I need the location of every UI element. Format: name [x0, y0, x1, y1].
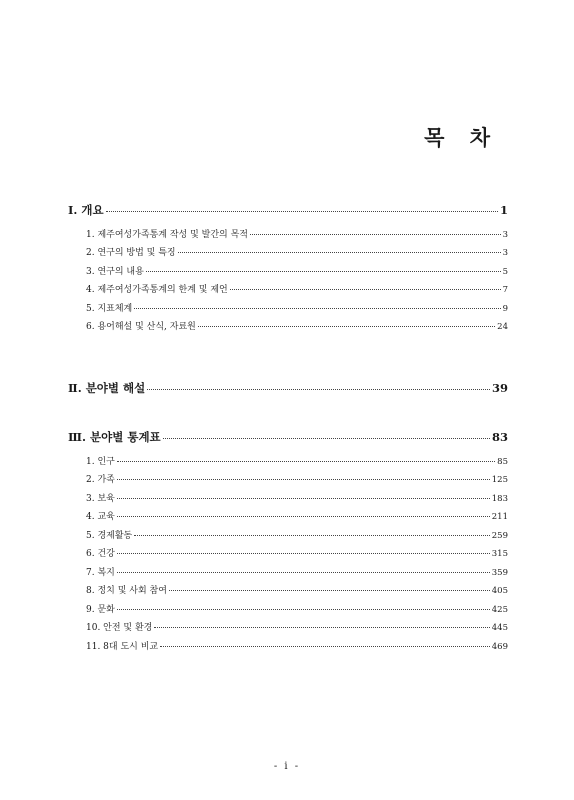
leader-dots	[169, 590, 490, 591]
toc-page-number: 9	[502, 303, 508, 314]
toc-entry-sub[interactable]	[68, 606, 508, 625]
toc-entry-sub[interactable]	[68, 495, 508, 514]
leader-dots	[198, 326, 495, 327]
toc-entry-label: 1. 제주여성가족통계 작성 및 발간의 목적	[86, 229, 248, 240]
toc-page-number: 259	[491, 530, 508, 541]
toc-page-number: 125	[491, 475, 508, 485]
leader-dots	[117, 609, 490, 610]
page-number-footer: - i -	[273, 761, 301, 772]
toc-entry-sub[interactable]	[68, 305, 508, 324]
toc-entry-label: 2. 가족	[86, 475, 115, 485]
toc-entry-label: 2. 연구의 방법 및 특징	[86, 248, 176, 258]
toc-entry-label: 8. 정치 및 사회 참여	[86, 586, 167, 596]
toc-page-number: 315	[491, 549, 508, 559]
leader-dots	[117, 498, 490, 499]
toc-page-number: 425	[491, 604, 508, 615]
toc-page-number: 211	[491, 512, 508, 522]
toc-page-number: 83	[491, 430, 508, 444]
toc-page-number: 3	[502, 248, 508, 258]
leader-dots	[106, 211, 498, 212]
leader-dots	[250, 234, 501, 235]
toc-entry-label: 9. 문화	[86, 604, 115, 615]
toc-entry-sub[interactable]	[68, 231, 508, 250]
toc-entry-sub[interactable]	[68, 550, 508, 569]
toc-entry-main[interactable]	[68, 383, 508, 395]
toc-entry-label: 5. 경제활동	[86, 530, 133, 541]
toc-entry-sub[interactable]	[68, 643, 508, 662]
toc-entry-sub[interactable]	[68, 569, 508, 588]
leader-dots	[154, 627, 489, 628]
toc-page-number: 405	[491, 586, 508, 596]
toc-entry-sub[interactable]	[68, 587, 508, 606]
toc-entry-sub[interactable]	[68, 476, 508, 495]
leader-dots	[146, 271, 501, 272]
leader-dots	[134, 535, 490, 536]
toc-entry-sub[interactable]	[68, 532, 508, 551]
leader-dots	[163, 438, 490, 439]
toc-entry-label: Ⅱ. 분야별 해설	[68, 381, 146, 395]
toc-page-number: 1	[499, 203, 508, 217]
toc-section-analysis	[68, 383, 508, 395]
toc-entry-sub[interactable]	[68, 513, 508, 532]
toc-page-number: 183	[491, 493, 508, 504]
leader-dots	[117, 516, 490, 517]
toc-entry-main[interactable]	[68, 432, 508, 444]
leader-dots	[147, 389, 490, 390]
toc-entry-sub[interactable]	[68, 458, 508, 477]
toc-entry-label: Ⅰ. 개요	[68, 203, 104, 217]
leader-dots	[117, 553, 490, 554]
toc-entry-sub[interactable]	[68, 286, 508, 305]
toc-page-number: 24	[497, 322, 508, 332]
toc-page-number: 469	[491, 641, 508, 652]
toc-page-number: 5	[502, 266, 508, 277]
toc-page-number: 445	[491, 623, 508, 633]
toc-entry-sub[interactable]	[68, 249, 508, 268]
leader-dots	[117, 461, 495, 462]
leader-dots	[160, 646, 490, 647]
toc-entry-label: 4. 제주여성가족통계의 한계 및 제언	[86, 285, 228, 295]
leader-dots	[134, 308, 500, 309]
toc-entry-main[interactable]	[68, 205, 508, 217]
leader-dots	[230, 289, 501, 290]
toc-entry-label: 11. 8대 도시 비교	[86, 641, 159, 652]
toc-section-overview	[68, 205, 508, 342]
toc-entry-label: 6. 용어해설 및 산식, 자료원	[86, 322, 196, 332]
page-title: 목 차	[424, 125, 499, 150]
leader-dots	[117, 479, 490, 480]
toc-entry-label: 7. 복지	[86, 567, 115, 578]
toc-entry-label: 5. 지표체계	[86, 303, 133, 314]
toc-page-number: 7	[502, 285, 508, 295]
toc-entry-label: Ⅲ. 분야별 통계표	[68, 430, 161, 444]
toc-page-number: 85	[497, 456, 508, 467]
toc-entry-sub[interactable]	[68, 624, 508, 643]
leader-dots	[117, 572, 490, 573]
toc-entry-label: 4. 교육	[86, 512, 115, 522]
toc-page-number: 3	[502, 229, 508, 240]
toc-page-number: 39	[491, 381, 508, 395]
toc-entry-sub[interactable]	[68, 268, 508, 287]
toc-entry-label: 6. 건강	[86, 549, 115, 559]
toc-entry-label: 3. 연구의 내용	[86, 266, 144, 277]
toc-page-number: 359	[491, 567, 508, 578]
toc-entry-label: 1. 인구	[86, 456, 115, 467]
toc-entry-label: 3. 보육	[86, 493, 115, 504]
toc-section-tables	[68, 432, 508, 661]
toc-entry-label: 10. 안전 및 환경	[86, 623, 153, 633]
toc-entry-sub[interactable]	[68, 323, 508, 342]
leader-dots	[178, 252, 501, 253]
